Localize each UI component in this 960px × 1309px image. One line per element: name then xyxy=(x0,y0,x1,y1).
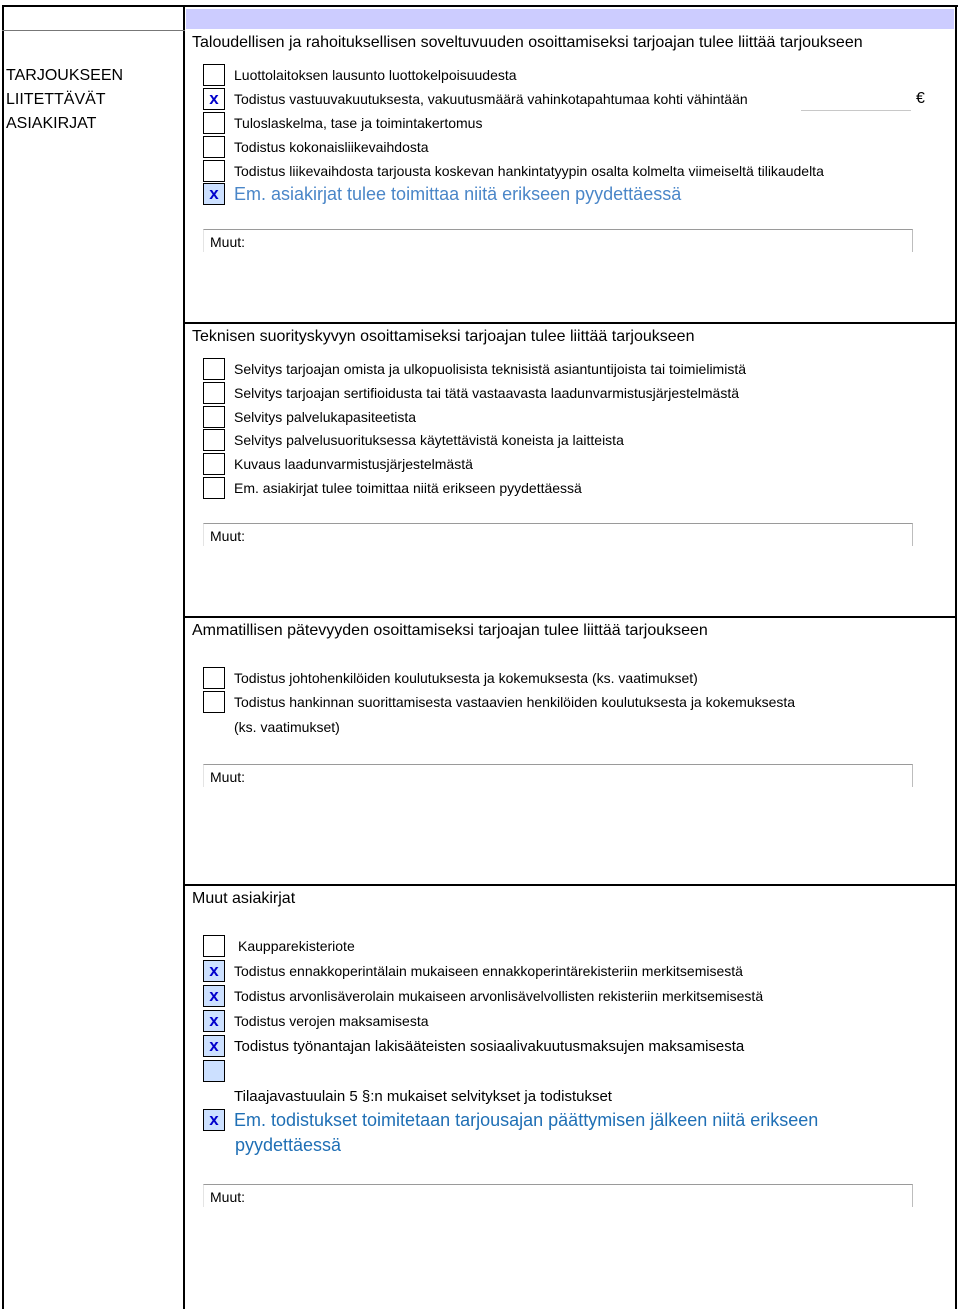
other-docs-other-field[interactable] xyxy=(203,1184,913,1207)
technical-item-label: Selvitys tarjoajan omista ja ulkopuolisista teknisistä asiantuntijoista tai toimielimistä xyxy=(234,361,747,377)
currency-symbol: € xyxy=(916,90,925,107)
other-docs-item xyxy=(203,1034,744,1058)
financial-item xyxy=(203,135,429,159)
other-docs-checkbox[interactable] xyxy=(203,935,225,957)
technical-item xyxy=(203,405,416,429)
technical-item-label: Kuvaus laadunvarmistusjärjestelmästä xyxy=(234,456,473,472)
other-docs-item xyxy=(203,1108,818,1132)
professional-item-continuation: (ks. vaatimukset) xyxy=(234,719,340,735)
other-docs-item-label: Todistus arvonlisäverolain mukaiseen arvonlisävelvollisten rekisteriin merkitsemisestä xyxy=(234,988,764,1004)
technical-item-label: Selvitys tarjoajan sertifioidusta tai tätä vastaavasta laadunvarmistusjärjestelmästä xyxy=(234,385,740,401)
technical-checkbox[interactable] xyxy=(203,453,225,475)
financial-item-label: Todistus vastuuvakuutuksesta, vakuutusmäärä vahinkotapahtumaa kohti vähintään xyxy=(234,91,748,107)
technical-item xyxy=(203,381,739,405)
financial-item xyxy=(203,87,748,111)
financial-checkbox[interactable] xyxy=(203,136,225,158)
professional-other-label: Muut: xyxy=(210,769,246,785)
technical-checkbox[interactable] xyxy=(203,429,225,451)
other-docs-checkbox[interactable]: x xyxy=(203,1109,225,1131)
financial-other-field[interactable] xyxy=(203,229,913,252)
other-docs-item xyxy=(203,959,743,983)
financial-item xyxy=(203,159,824,183)
other-docs-item xyxy=(203,1084,612,1108)
other-docs-checkbox[interactable]: x xyxy=(203,1010,225,1032)
technical-section-title: Teknisen suorityskyvyn osoittamiseksi tarjoajan tulee liittää tarjoukseen xyxy=(192,328,695,345)
other-docs-item-label: Todistus verojen maksamisesta xyxy=(234,1013,429,1029)
financial-item-label: Tuloslaskelma, tase ja toimintakertomus xyxy=(234,115,483,131)
professional-section-title: Ammatillisen pätevyyden osoittamiseksi tarjoajan tulee liittää tarjoukseen xyxy=(192,622,708,639)
section-divider xyxy=(184,616,956,618)
financial-item xyxy=(203,182,681,206)
other-docs-other-label: Muut: xyxy=(210,1189,246,1205)
other-docs-item-label: Todistus työnantajan lakisääteisten sosiaalivakuutusmaksujen maksamisesta xyxy=(234,1037,745,1055)
technical-item xyxy=(203,476,582,500)
other-docs-item xyxy=(203,1059,234,1083)
financial-item-label: Luottolaitoksen lausunto luottokelpoisuudesta xyxy=(234,67,517,83)
technical-checkbox[interactable] xyxy=(203,358,225,380)
financial-item xyxy=(203,111,482,135)
other-docs-item-label: Em. todistukset toimitetaan tarjousajan päättymisen jälkeen niitä erikseen xyxy=(234,1109,819,1130)
technical-checkbox[interactable] xyxy=(203,382,225,404)
frame-left xyxy=(2,5,4,1309)
frame-col-divider xyxy=(183,5,185,1309)
other-docs-item-label: Todistus ennakkoperintälain mukaiseen ennakkoperintärekisteriin merkitsemisestä xyxy=(234,963,743,979)
attachments-heading-line-3: ASIAKIRJAT xyxy=(6,115,97,132)
financial-item-label: Em. asiakirjat tulee toimittaa niitä erikseen pyydettäessä xyxy=(234,183,682,204)
professional-item xyxy=(203,690,795,714)
insurance-amount-field[interactable] xyxy=(801,110,911,111)
frame-top xyxy=(2,5,958,7)
frame-right xyxy=(955,5,957,1309)
technical-checkbox[interactable] xyxy=(203,406,225,428)
section-divider xyxy=(184,322,956,324)
financial-other-label: Muut: xyxy=(210,234,246,250)
professional-checkbox[interactable] xyxy=(203,667,225,689)
frame-left-top-row xyxy=(2,30,185,31)
attachments-heading-line-2: LIITETTÄVÄT xyxy=(6,91,106,108)
professional-item-label: Todistus johtohenkilöiden koulutuksesta ja kokemuksesta (ks. vaatimukset) xyxy=(234,670,698,686)
professional-checkbox[interactable] xyxy=(203,691,225,713)
financial-checkbox[interactable] xyxy=(203,160,225,182)
technical-other-label: Muut: xyxy=(210,528,246,544)
technical-item-label: Selvitys palvelusuorituksessa käytettävistä koneista ja laitteista xyxy=(234,432,624,448)
technical-item-label: Selvitys palvelukapasiteetista xyxy=(234,409,417,425)
financial-item-label: Todistus liikevaihdosta tarjousta koskevan hankintatyypin osalta kolmelta viimeiseltä tilikaudelta xyxy=(234,163,824,179)
technical-item-label: Em. asiakirjat tulee toimittaa niitä erikseen pyydettäessä xyxy=(234,480,582,496)
other-docs-item-continuation: pyydettäessä xyxy=(235,1135,342,1155)
other-docs-item xyxy=(203,1009,429,1033)
financial-checkbox[interactable]: x xyxy=(203,183,225,205)
attachments-heading-line-1: TARJOUKSEEN xyxy=(6,67,124,84)
financial-item-label: Todistus kokonaisliikevaihdosta xyxy=(234,139,429,155)
other-docs-item-label: Kaupparekisteriote xyxy=(238,938,355,954)
technical-other-field[interactable] xyxy=(203,523,913,546)
financial-checkbox[interactable] xyxy=(203,112,225,134)
other-docs-checkbox[interactable]: x xyxy=(203,985,225,1007)
other-docs-checkbox[interactable]: x xyxy=(203,960,225,982)
other-docs-item xyxy=(203,934,355,958)
header-band xyxy=(186,9,954,29)
other-docs-checkbox[interactable] xyxy=(203,1060,225,1082)
financial-section-title: Taloudellisen ja rahoituksellisen soveltuvuuden osoittamiseksi tarjoajan tulee liittää tarjoukseen xyxy=(192,34,863,51)
technical-checkbox[interactable] xyxy=(203,477,225,499)
other-docs-item-label: Tilaajavastuulain 5 §:n mukaiset selvitykset ja todistukset xyxy=(234,1087,612,1105)
professional-other-field[interactable] xyxy=(203,764,913,787)
professional-item xyxy=(203,666,698,690)
financial-checkbox[interactable]: x xyxy=(203,88,225,110)
financial-item xyxy=(203,63,517,87)
technical-item xyxy=(203,428,624,452)
section-divider xyxy=(184,884,956,886)
technical-item xyxy=(203,357,746,381)
other-docs-item xyxy=(203,984,763,1008)
technical-item xyxy=(203,452,473,476)
attachments-heading xyxy=(6,64,176,136)
professional-item-label: Todistus hankinnan suorittamisesta vastaavien henkilöiden koulutuksesta ja kokemuksesta xyxy=(234,694,796,710)
other-docs-section-title: Muut asiakirjat xyxy=(192,890,296,907)
financial-checkbox[interactable] xyxy=(203,64,225,86)
other-docs-checkbox[interactable]: x xyxy=(203,1035,225,1057)
